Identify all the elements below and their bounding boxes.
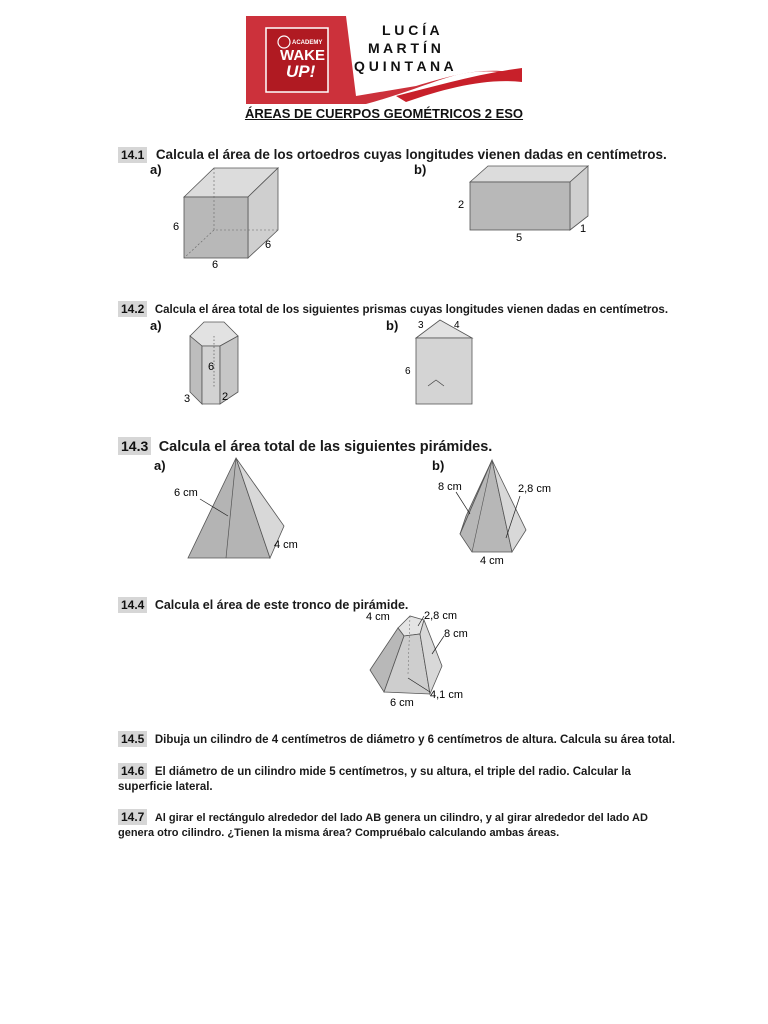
logo-wake-text: WAKE: [280, 47, 325, 64]
prism-b-label-a: 3: [418, 320, 424, 331]
frustum-label-bottom: 6 cm: [390, 697, 414, 709]
name-line-3: Q U I N T A N A: [354, 58, 454, 74]
frustum-label-top: 4 cm: [366, 611, 390, 623]
pyramid-b-label-apothem: 8 cm: [438, 481, 462, 493]
exercise-14-7: [118, 810, 658, 840]
exercise-number: 14.2: [118, 301, 147, 317]
exercise-number: 14.5: [118, 731, 147, 747]
exercise-text: Dibuja un cilindro de 4 centímetros de diámetro y 6 centímetros de altura. Calcula su área total.: [154, 734, 676, 746]
cuboid-figure: [452, 164, 602, 244]
exercise-text: Calcula el área total de los siguientes prismas cuyas longitudes vienen dadas en centímetros.: [154, 304, 669, 316]
exercise-text: Al girar el rectángulo alrededor del lado AB genera un cilindro, y al girar alrededor del lado AD genera otro cilindro. ¿Tienen la misma área? Compruébalo calculando ambas áreas.: [118, 812, 648, 839]
exercise-14-5: [118, 730, 678, 748]
exercise-number: 14.3: [118, 437, 151, 455]
exercise-text: Calcula el área de los ortoedros cuyas longitudes vienen dadas en centímetros.: [155, 147, 667, 162]
page-title: ÁREAS DE CUERPOS GEOMÉTRICOS 2 ESO: [244, 106, 524, 121]
exercise-14-6: [118, 764, 658, 794]
pyramid-b-label-base-apothem: 2,8 cm: [518, 483, 552, 495]
subpart-a: a): [150, 318, 162, 333]
exercise-number: 14.4: [118, 597, 147, 613]
frustum-label-slant: 8 cm: [444, 628, 468, 640]
subpart-b: b): [414, 162, 427, 177]
name-line-2: M A R T Í N: [368, 40, 441, 56]
cube-label-height: 6: [173, 221, 180, 233]
exercise-text: Calcula el área de este tronco de pirámide.: [154, 598, 409, 612]
prism-a-label-height: 6: [208, 361, 215, 373]
square-pyramid-figure: [170, 456, 310, 564]
cuboid-label-depth: 1: [580, 223, 587, 235]
pyramid-a-label-base: 4 cm: [274, 539, 298, 551]
exercise-text: Calcula el área total de las siguientes pirámides.: [158, 439, 493, 455]
prism-b-label-b: 4: [454, 320, 460, 331]
hexagonal-pyramid-figure: [436, 458, 566, 566]
exercise-number: 14.1: [118, 147, 147, 163]
subpart-a: a): [150, 162, 162, 177]
prism-a-label-side: 3: [184, 393, 191, 405]
cuboid-label-height: 2: [458, 199, 465, 211]
logo-up-text: UP!: [286, 62, 316, 81]
frustum-label-top-apothem: 2,8 cm: [424, 610, 458, 622]
exercise-number: 14.7: [118, 809, 147, 825]
exercise-14-3: [118, 438, 678, 456]
prism-a-label-apothem: 2: [222, 391, 229, 403]
exercise-text: El diámetro de un cilindro mide 5 centímetros, y su altura, el triple del radio. Calcular la superficie lateral.: [118, 766, 631, 793]
prism-b-label-height: 6: [405, 366, 411, 377]
pyramid-a-label-apothem: 6 cm: [174, 487, 198, 499]
exercise-number: 14.6: [118, 763, 147, 779]
logo-academy-text: ACADEMY: [292, 40, 323, 46]
cuboid-label-width: 5: [516, 232, 523, 244]
header-banner: [246, 16, 522, 104]
triangular-prism-figure: [400, 316, 480, 410]
pentagonal-prism-figure: [180, 316, 260, 410]
frustum-figure: [362, 606, 486, 710]
pyramid-b-label-base: 4 cm: [480, 555, 504, 566]
cube-label-depth: 6: [265, 239, 272, 251]
subpart-a: a): [154, 458, 166, 473]
cube-figure: [170, 162, 290, 272]
cube-label-width: 6: [212, 259, 219, 271]
subpart-b: b): [386, 318, 399, 333]
subpart-b: b): [432, 458, 445, 473]
name-line-1: L U C Í A: [382, 22, 440, 38]
frustum-label-bottom-apothem: 4,1 cm: [430, 689, 464, 701]
